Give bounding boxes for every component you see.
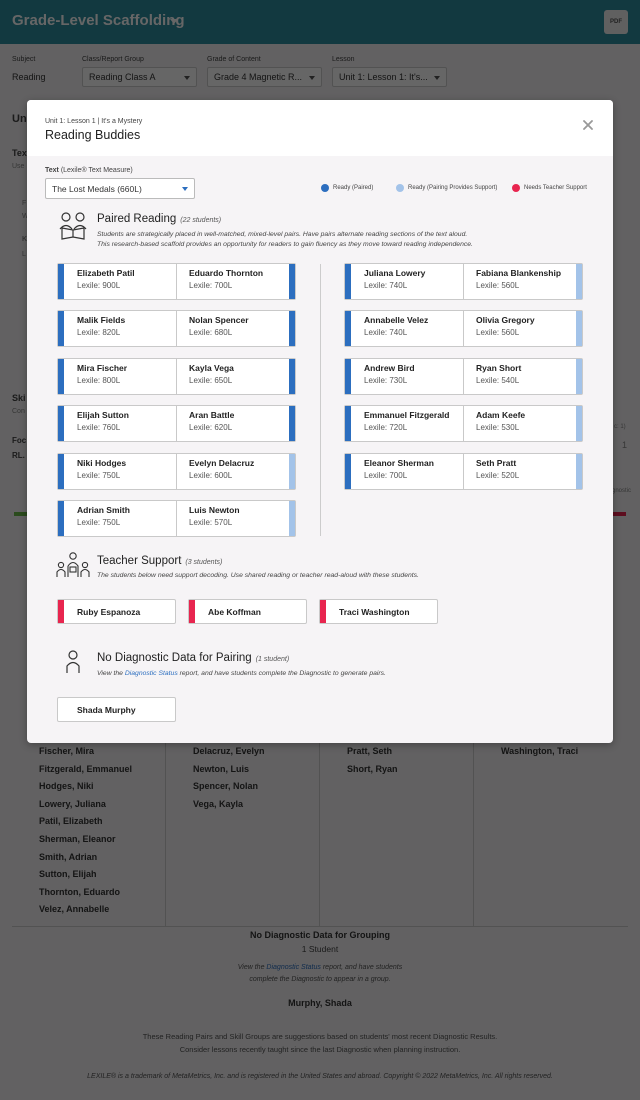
status-indicator (576, 359, 582, 394)
pair-student (189, 458, 254, 480)
pair-student (476, 315, 535, 337)
modal-header (27, 100, 613, 156)
status-indicator (576, 406, 582, 441)
paired-reading-desc: Students are strategically placed in well-matched, mixed-level pairs. Have pairs alternate reading sections of the text aloud. This research-based scaffold provides an opportunity for readers to gain fluency as they move toward reading independence. (97, 231, 473, 248)
status-indicator (289, 501, 295, 536)
reading-pair[interactable] (344, 358, 583, 395)
pair-student (77, 410, 129, 432)
text-select-value: The Lost Medals (660L) (52, 184, 142, 194)
divider (320, 264, 321, 536)
paired-readers-icon (59, 211, 87, 241)
chevron-down-icon (182, 187, 188, 191)
status-indicator (320, 600, 326, 623)
modal-breadcrumb: Unit 1: Lesson 1 | It's a Mystery (45, 118, 143, 125)
student-lexile: Lexile: 570L (189, 518, 233, 527)
student-lexile: Lexile: 750L (77, 518, 121, 527)
reading-pair[interactable] (57, 453, 296, 490)
reading-buddies-modal (27, 100, 613, 743)
pair-divider (176, 311, 177, 346)
student-name: Luis Newton (189, 505, 240, 515)
pair-student (364, 268, 425, 290)
pair-student (189, 268, 263, 290)
student-name: Emmanuel Fitzgerald (364, 410, 450, 421)
pair-student (476, 458, 519, 480)
reading-pair[interactable] (344, 405, 583, 442)
student-name: Evelyn Delacruz (189, 457, 255, 468)
student-lexile: Lexile: 540L (476, 375, 520, 385)
teacher-support-student[interactable]: Traci Washington (319, 599, 438, 624)
student-name: Eleanor Sherman (364, 457, 434, 468)
status-indicator (58, 406, 64, 441)
status-indicator (58, 264, 64, 299)
student-name: Seth Pratt (476, 457, 517, 468)
legend-dot-icon (396, 184, 404, 192)
pair-student (189, 410, 234, 432)
student-lexile: Lexile: 560L (476, 328, 520, 338)
legend-dot-icon (512, 184, 520, 192)
student-lexile: Lexile: 680L (189, 328, 233, 338)
student-name: Eduardo Thornton (189, 268, 264, 278)
student-lexile: Lexile: 750L (77, 470, 121, 480)
legend-item: Needs Teacher Support (512, 184, 587, 192)
status-indicator (345, 406, 351, 441)
student-lexile: Lexile: 700L (364, 470, 408, 480)
status-indicator (289, 454, 295, 489)
pair-divider (176, 264, 177, 299)
status-indicator (58, 501, 64, 536)
text-select-label: Text (Lexile® Text Measure) (45, 167, 133, 174)
teacher-support-student[interactable]: Ruby Espanoza (57, 599, 176, 624)
reading-pair[interactable] (57, 405, 296, 442)
legend-item: Ready (Pairing Provides Support) (396, 184, 497, 192)
student-lexile: Lexile: 900L (77, 281, 121, 290)
no-diagnostic-desc: View the Diagnostic Status report, and have students complete the Diagnostic to generate pairs. (97, 670, 386, 677)
student-lexile: Lexile: 560L (476, 281, 520, 290)
reading-pair[interactable] (57, 263, 296, 300)
student-name: Kayla Vega (189, 362, 234, 373)
no-diagnostic-student[interactable]: Shada Murphy (57, 697, 176, 722)
student-name: Mira Fischer (77, 362, 128, 373)
pair-student (364, 410, 450, 432)
pair-student (77, 268, 135, 290)
status-indicator (58, 359, 64, 394)
pair-student (476, 268, 561, 290)
student-name: Annabelle Velez (364, 315, 429, 326)
pair-divider (176, 359, 177, 394)
pair-student (364, 458, 434, 480)
student-lexile: Lexile: 530L (476, 423, 520, 433)
pair-student (77, 505, 130, 527)
pair-student (476, 410, 525, 432)
status-indicator (58, 600, 64, 623)
student-lexile: Lexile: 620L (189, 423, 233, 433)
student-lexile: Lexile: 730L (364, 375, 408, 385)
pair-student (77, 363, 127, 385)
text-select[interactable] (45, 178, 195, 199)
student-lexile: Lexile: 820L (77, 328, 121, 338)
student-name: Adam Keefe (476, 410, 526, 421)
student-name: Aran Battle (189, 410, 235, 421)
pair-student (364, 315, 428, 337)
diagnostic-status-link[interactable]: Diagnostic Status (124, 670, 178, 677)
pair-divider (463, 311, 464, 346)
status-indicator (289, 359, 295, 394)
student-name: Elizabeth Patil (77, 268, 135, 278)
status-indicator (576, 264, 582, 299)
student-lexile: Lexile: 760L (77, 423, 121, 433)
student-name: Fabiana Blankenship (476, 268, 562, 278)
reading-pair[interactable] (57, 500, 296, 537)
student-name: Elijah Sutton (77, 410, 129, 421)
pair-divider (463, 454, 464, 489)
student-lexile: Lexile: 700L (189, 281, 233, 290)
student-name: Adrian Smith (77, 505, 130, 515)
pair-student (364, 363, 415, 385)
status-indicator (345, 454, 351, 489)
student-lexile: Lexile: 800L (77, 375, 121, 385)
student-lexile: Lexile: 740L (364, 281, 408, 290)
student-lexile: Lexile: 720L (364, 423, 408, 433)
teacher-support-icon (56, 552, 90, 578)
student-lexile: Lexile: 650L (189, 375, 233, 385)
reading-pair[interactable] (344, 310, 583, 347)
status-indicator (289, 264, 295, 299)
pair-divider (463, 264, 464, 299)
status-indicator (189, 600, 195, 623)
pair-divider (463, 406, 464, 441)
student-name: Andrew Bird (364, 362, 415, 373)
student-name: Olivia Gregory (476, 315, 535, 326)
pair-divider (176, 501, 177, 536)
reading-pair[interactable] (344, 263, 583, 300)
status-indicator (576, 311, 582, 346)
pair-student (77, 458, 126, 480)
modal-title: Reading Buddies (45, 128, 141, 142)
paired-reading-title: Paired Reading (22 students) (97, 213, 222, 225)
status-indicator (345, 359, 351, 394)
status-indicator (576, 454, 582, 489)
status-indicator (289, 311, 295, 346)
pair-student (77, 315, 125, 337)
student-name: Juliana Lowery (364, 268, 426, 278)
legend-item: Ready (Paired) (321, 184, 373, 192)
student-name: Niki Hodges (77, 457, 127, 468)
student-lexile: Lexile: 740L (364, 328, 408, 338)
student-lexile: Lexile: 520L (476, 470, 520, 480)
status-indicator (58, 311, 64, 346)
teacher-support-title: Teacher Support (3 students) (97, 555, 223, 567)
student-name: Ryan Short (476, 362, 522, 373)
no-diagnostic-title: No Diagnostic Data for Pairing (1 student) (97, 652, 290, 664)
pair-divider (176, 454, 177, 489)
reading-pair[interactable] (344, 453, 583, 490)
student-name: Malik Fields (77, 315, 126, 326)
pair-divider (463, 359, 464, 394)
reading-pair[interactable] (57, 310, 296, 347)
status-indicator (289, 406, 295, 441)
status-indicator (58, 454, 64, 489)
pair-divider (176, 406, 177, 441)
legend-dot-icon (321, 184, 329, 192)
student-name: Nolan Spencer (189, 315, 249, 326)
status-indicator (345, 311, 351, 346)
pair-student (189, 315, 249, 337)
reading-pair[interactable] (57, 358, 296, 395)
pair-student (189, 505, 240, 527)
student-lexile: Lexile: 600L (189, 470, 233, 480)
teacher-support-student[interactable]: Abe Koffman (188, 599, 307, 624)
close-icon[interactable] (581, 118, 595, 132)
teacher-support-desc: The students below need support decoding. Use shared reading or teacher read-aloud with these students. (97, 572, 419, 579)
person-icon (66, 650, 80, 674)
pair-student (476, 363, 521, 385)
status-indicator (345, 264, 351, 299)
pair-student (189, 363, 234, 385)
